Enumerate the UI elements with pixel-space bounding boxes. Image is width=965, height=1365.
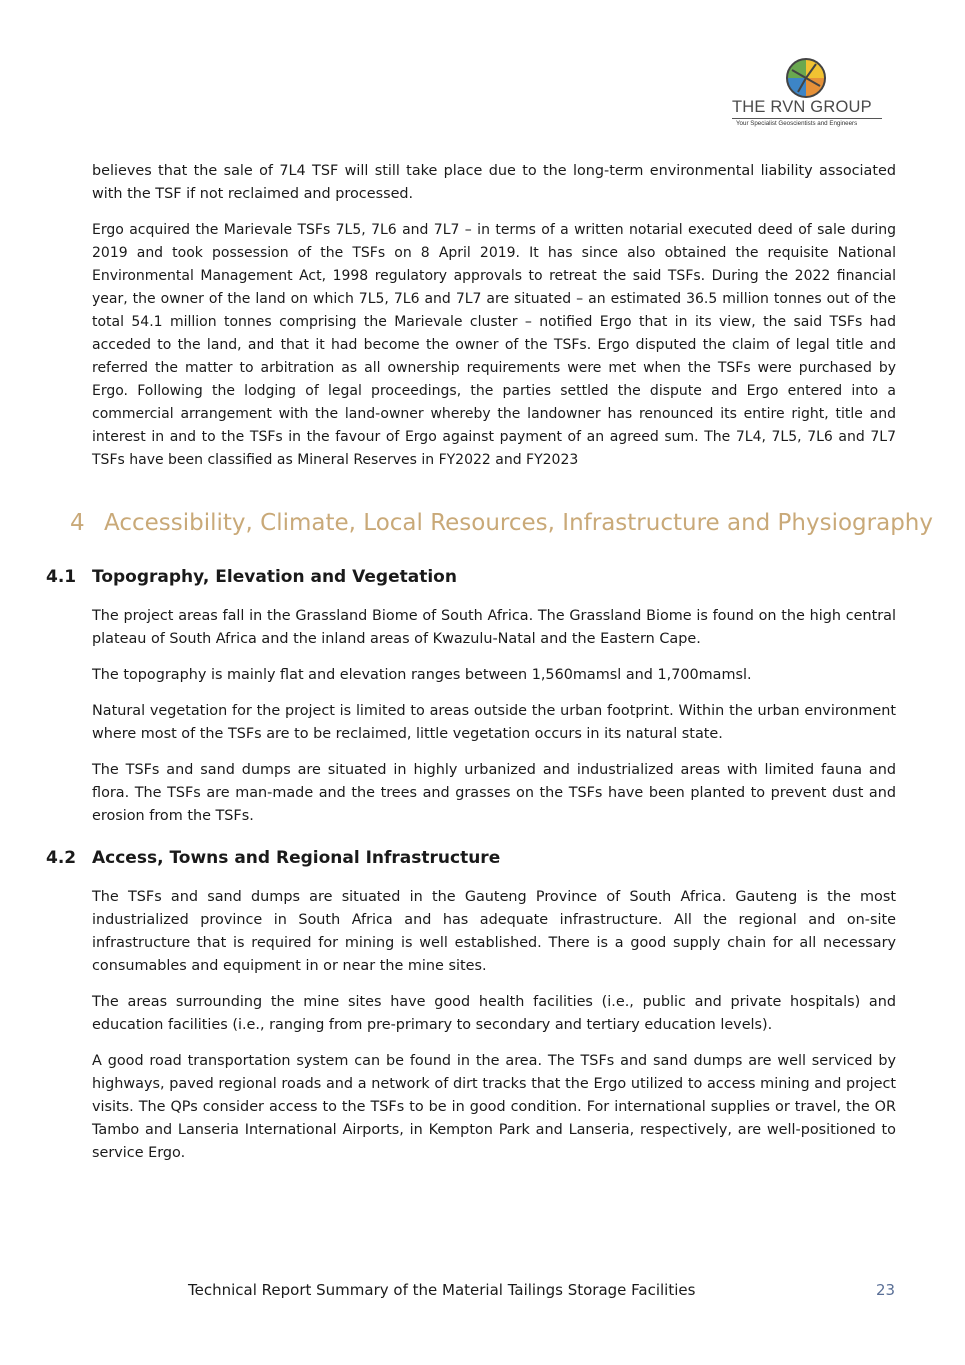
paragraph: The topography is mainly flat and elevation ranges between 1,560mamsl and 1,700mamsl. — [92, 667, 752, 683]
section-4-title: Accessibility, Climate, Local Resources, Infrastructure and Physiography — [104, 510, 933, 536]
paragraph: A good road transportation system can be found in the area. The TSFs and sand dumps are well serviced by highways, paved regional roads and a network of dirt tracks that the Ergo utilized to access mining and project visits. The QPs consider access to the TSFs to be in good condition. For international supplies or travel, the OR Tambo and Lanseria International Airports, in Kempton Park and Lanseria, respectively, are well-positioned to service Ergo. — [92, 1053, 896, 1161]
logo-circle-icon — [786, 58, 826, 98]
section-4-2 — [46, 848, 896, 1178]
section-4-2-title: Access, Towns and Regional Infrastructure — [92, 848, 501, 868]
paragraph-marievale: Ergo acquired the Marievale TSFs 7L5, 7L6 and 7L7 – in terms of a written notarial executed deed of sale during 2019 and took possession of the TSFs on 8 April 2019. It has since also obtained the requisite National Environmental Management Act, 1998 regulatory approvals to retreat the said TSFs. During the 2022 financial year, the owner of the land on which 7L5, 7L6 and 7L7 are situated – an estimated 36.5 million tonnes out of the total 54.1 million tonnes comprising the Marievale cluster – notified Ergo that in its view, the said TSFs had acceded to the land, and that it had become the owner of the TSFs. Ergo disputed the claim of legal title and referred the matter to arbitration as all ownership requirements were met when the TSFs were purchased by Ergo. Following the lodging of legal proceedings, the parties settled the dispute and Ergo entered into a commercial arrangement with the land-owner whereby the landowner has renounced its entire right, title and interest in and to the TSFs in the favour of Ergo against payment of an agreed sum. The 7L4, 7L5, 7L6 and 7L7 TSFs have been classified as Mineral Reserves in FY2022 and FY2023 — [92, 222, 896, 468]
section-4-number: 4 — [70, 510, 85, 536]
section-4-heading — [70, 510, 933, 536]
section-4-1-heading-wrap — [46, 567, 896, 605]
paragraph: The TSFs and sand dumps are situated in the Gauteng Province of South Africa. Gauteng is the most industrialized province in South Africa and has adequate infrastructure. All the regional and on-site infrastructure that is required for mining is well established. There is a good supply chain for all necessary consumables and equipment in or near the mine sites. — [92, 889, 896, 974]
section-4-1 — [46, 567, 896, 841]
section-4-1-number: 4.1 — [46, 567, 77, 587]
section-4-1-title: Topography, Elevation and Vegetation — [92, 567, 457, 587]
paragraph: The project areas fall in the Grassland Biome of South Africa. The Grassland Biome is found on the high central plateau of South Africa and the inland areas of Kwazulu-Natal and the Eastern Cape. — [92, 608, 896, 647]
logo-text: THE RVN GROUP — [732, 98, 872, 116]
logo-rule — [732, 118, 882, 119]
company-logo — [728, 58, 888, 130]
footer-title: Technical Report Summary of the Material Tailings Storage Facilities — [188, 1281, 696, 1299]
paragraph-continuation: believes that the sale of 7L4 TSF will still take place due to the long-term environmental liability associated with the TSF if not reclaimed and processed. — [92, 163, 896, 202]
section-4-2-heading — [46, 848, 896, 868]
section-4-1-heading — [46, 567, 896, 587]
paragraph: The areas surrounding the mine sites have good health facilities (i.e., public and private hospitals) and education facilities (i.e., ranging from pre-primary to secondary and tertiary education levels). — [92, 994, 896, 1033]
page-body — [92, 160, 896, 485]
section-4-2-number: 4.2 — [46, 848, 77, 868]
logo-tagline: Your Specialist Geoscientists and Engineers — [736, 120, 858, 127]
page-number: 23 — [876, 1281, 896, 1299]
section-4-2-heading-wrap — [46, 848, 896, 886]
paragraph: The TSFs and sand dumps are situated in highly urbanized and industrialized areas with limited fauna and flora. The TSFs are man-made and the trees and grasses on the TSFs have been planted to prevent dust and erosion from the TSFs. — [92, 762, 896, 824]
paragraph: Natural vegetation for the project is limited to areas outside the urban footprint. Within the urban environment where most of the TSFs are to be reclaimed, little vegetation occurs in its natural state. — [92, 703, 896, 742]
